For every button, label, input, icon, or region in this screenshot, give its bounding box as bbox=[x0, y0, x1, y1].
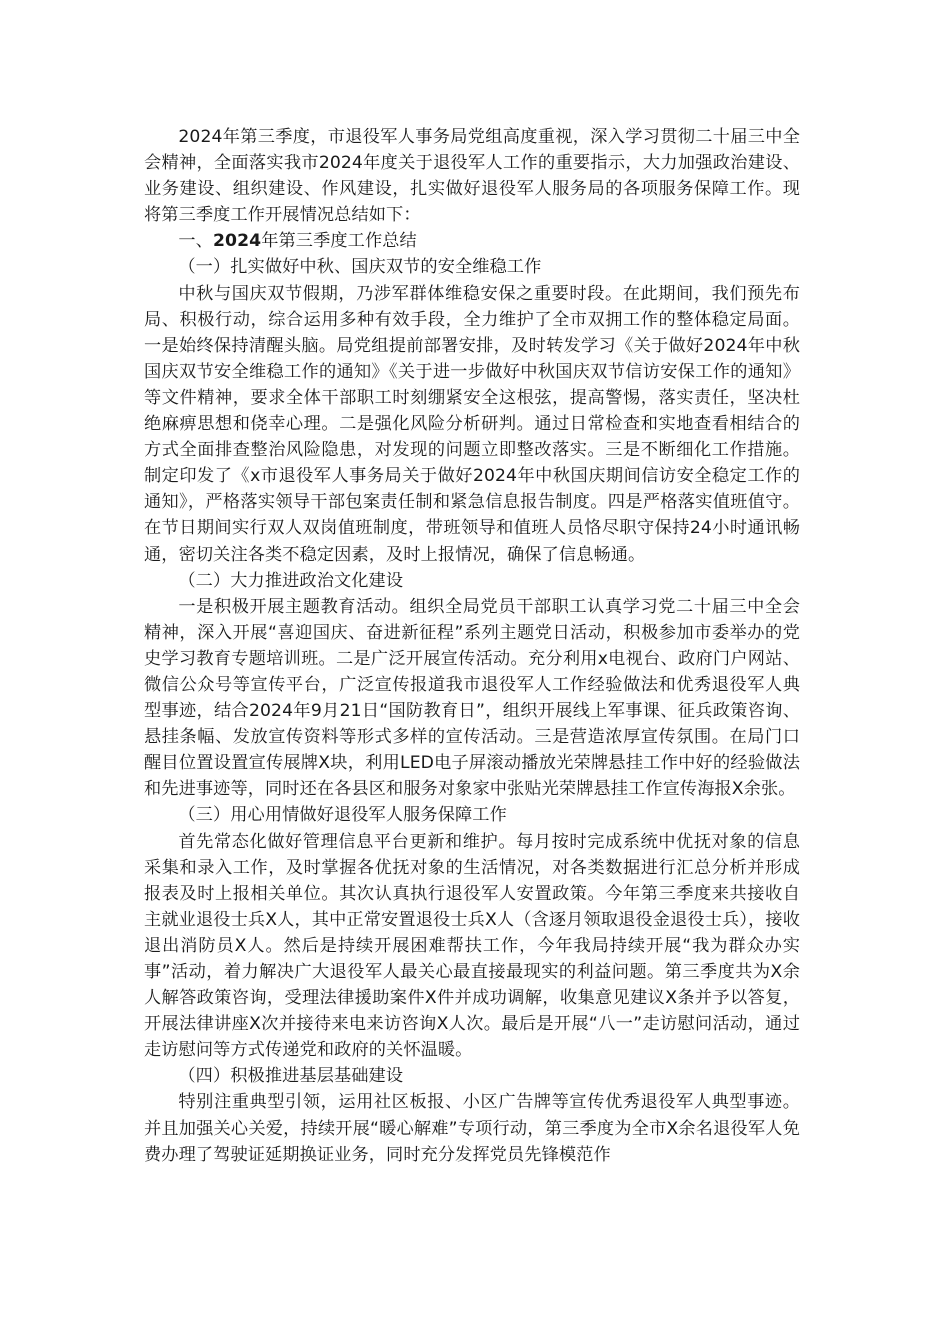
document-page bbox=[144, 124, 800, 1168]
section-heading-1-prefix: 一、 bbox=[178, 231, 213, 252]
sub-heading-3: （三）用心用情做好退役军人服务保障工作 bbox=[178, 805, 507, 826]
sub-paragraph-2: 一是积极开展主题教育活动。组织全局党员干部职工认真学习党二十届三中全会精神，深入开展“喜迎国庆、奋进新征程”系列主题党日活动，积极参加市委举办的党史学习教育专题培训班。二是广泛开展宣传活动。充分利用x电视台、政府门户网站、微信公众号等宣传平台，广泛宣传报道我市退役军人工作经验做法和优秀退役军人典型事迹，结合2024年9月21日“国防教育日”，组织开展线上军事课、征兵政策咨询、悬挂条幅、发放宣传资料等形式多样的宣传活动。三是营造浓厚宣传氛围。在局门口醒目位置设置宣传展牌X块，利用LED电子屏滚动播放光荣牌悬挂工作中好的经验做法和先进事迹等，同时还在各县区和服务对象家中张贴光荣牌悬挂工作宣传海报X余张。 bbox=[144, 596, 800, 800]
sub-paragraph-1: 中秋与国庆双节假期，乃涉军群体维稳安保之重要时段。在此期间，我们预先布局、积极行动，综合运用多种有效手段，全力维护了全市双拥工作的整体稳定局面。一是始终保持清醒头脑。局党组提前部署安排，及时转发学习《关于做好2024年中秋国庆双节安全维稳工作的通知》《关于进一步做好中秋国庆双节信访安保工作的通知》等文件精神，要求全体干部职工时刻绷紧安全这根弦，提高警惕，落实责任，坚决杜绝麻痹思想和侥幸心理。二是强化风险分析研判。通过日常检查和实地查看相结合的方式全面排查整治风险隐患，对发现的问题立即整改落实。三是不断细化工作措施。制定印发了《x市退役军人事务局关于做好2024年中秋国庆期间信访安全稳定工作的通知》，严格落实领导干部包案责任制和紧急信息报告制度。四是严格落实值班值守。在节日期间实行双人双岗值班制度，带班领导和值班人员恪尽职守保持24小时通讯畅通，密切关注各类不稳定因素，及时上报情况，确保了信息畅通。 bbox=[144, 283, 800, 565]
section-heading-1-year: 2024 bbox=[212, 231, 262, 252]
intro-paragraph: 2024年第三季度，市退役军人事务局党组高度重视，深入学习贯彻二十届三中全会精神，全面落实我市2024年度关于退役军人工作的重要指示，大力加强政治建设、业务建设、组织建设、作风建设，扎实做好退役军人服务局的各项服务保障工作。现将第三季度工作开展情况总结如下： bbox=[144, 127, 800, 226]
sub-heading-2: （二）大力推进政治文化建设 bbox=[178, 570, 404, 591]
sub-paragraph-3: 首先常态化做好管理信息平台更新和维护。每月按时完成系统中优抚对象的信息采集和录入工作，及时掌握各优抚对象的生活情况，对各类数据进行汇总分析并形成报表及时上报相关单位。其次认真执行退役军人安置政策。今年第三季度来共接收自主就业退役士兵X人，其中正常安置退役士兵X人（含逐月领取退役金退役士兵），接收退出消防员X人。然后是持续开展困难帮扶工作，今年我局持续开展“我为群众办实事”活动，着力解决广大退役军人最关心最直接最现实的利益问题。第三季度共为X余人解答政策咨询，受理法律援助案件X件并成功调解，收集意见建议X条并予以答复，开展法律讲座X次并接待来电来访咨询X人次。最后是开展“八一”走访慰问活动，通过走访慰问等方式传递党和政府的关怀温暖。 bbox=[144, 831, 800, 1061]
section-heading-1 bbox=[144, 228, 800, 254]
sub-heading-1: （一）扎实做好中秋、国庆双节的安全维稳工作 bbox=[178, 257, 542, 278]
sub-paragraph-4: 特别注重典型引领，运用社区板报、小区广告牌等宣传优秀退役军人典型事迹。并且加强关心关爱，持续开展“暖心解难”专项行动，第三季度为全市X余名退役军人免费办理了驾驶证延期换证业务，同时充分发挥党员先锋模范作 bbox=[144, 1092, 800, 1165]
sub-heading-4: （四）积极推进基层基础建设 bbox=[178, 1066, 404, 1087]
section-heading-1-rest: 年第三季度工作总结 bbox=[261, 231, 417, 252]
